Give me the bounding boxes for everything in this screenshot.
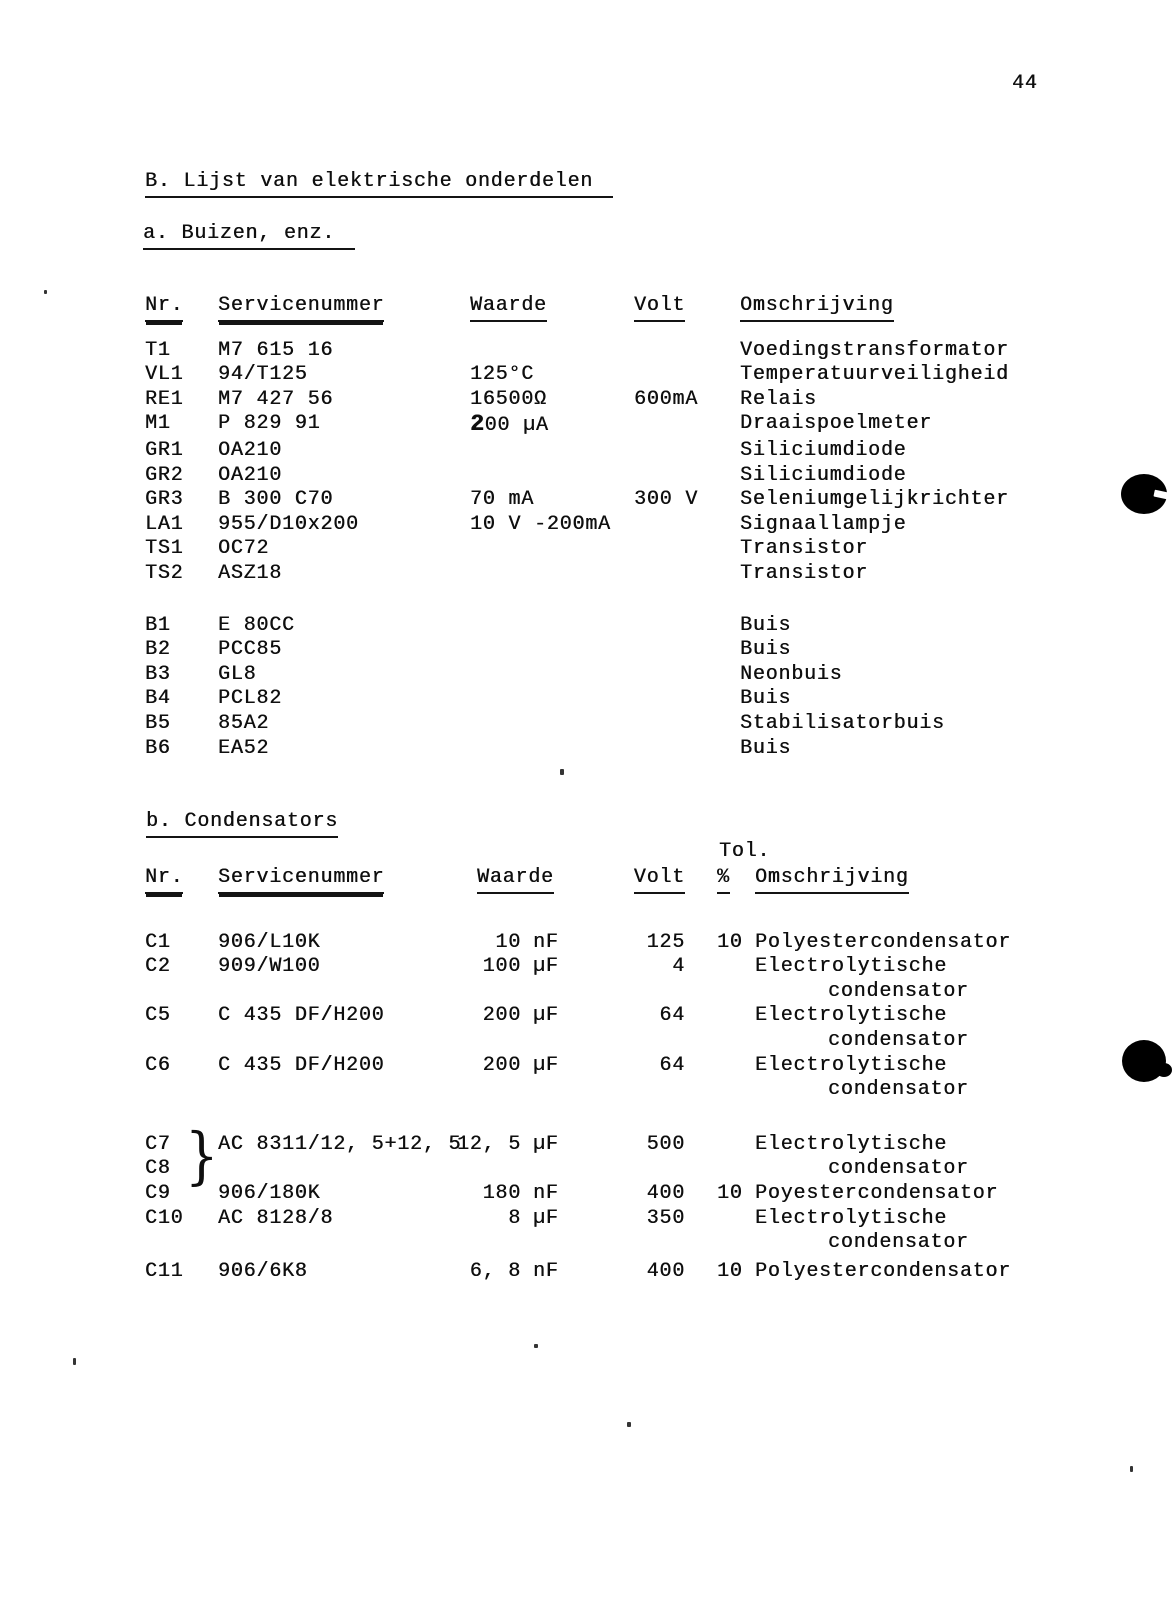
cell-tolerance: 10 (717, 930, 743, 954)
table-row (145, 363, 1125, 388)
waarde-unit: µF (533, 1206, 559, 1230)
waarde-number: 200 (482, 1053, 521, 1077)
cell-servicenummer: 909/W100 (218, 955, 321, 979)
cell-servicenummer: EA52 (218, 736, 270, 760)
cell-servicenummer: AC 8128/8 (218, 1206, 334, 1230)
cell-nr (145, 955, 218, 1004)
grouping-brace: } (184, 1118, 219, 1192)
cell-servicenummer: 94/T125 (218, 363, 308, 387)
cell-servicenummer: 955/D10x200 (218, 512, 359, 536)
cell-tolerance (685, 1207, 745, 1256)
cell-waarde (463, 1004, 603, 1053)
cell-volt: 64 (659, 1053, 685, 1077)
cell-volt (634, 537, 740, 562)
column-header (685, 866, 745, 891)
cell-waarde (470, 363, 634, 388)
cell-nr: LA1 (145, 512, 184, 536)
cell-omschrijving (745, 1133, 1155, 1182)
nr-line: C6 (145, 1053, 171, 1077)
corrected-digit: 2 (470, 411, 485, 438)
cell-tolerance: 10 (717, 1181, 743, 1205)
cell-omschrijving: Transistor (740, 537, 869, 561)
table-row (145, 339, 1125, 364)
omschrijving-line: Electrolytische (755, 1053, 948, 1077)
waarde-unit: nF (533, 1259, 559, 1283)
cell-servicenummer: PCC85 (218, 638, 283, 662)
table-row (145, 1004, 1155, 1053)
cell-volt (634, 614, 740, 639)
cell-volt: 400 (646, 1259, 685, 1283)
cell-waarde (463, 1182, 603, 1207)
table-row (145, 412, 1125, 439)
cell-nr: VL1 (145, 363, 184, 387)
cell-servicenummer: 906/6K8 (218, 1259, 308, 1283)
waarde-unit: µF (533, 955, 559, 979)
cell-servicenummer: 906/180K (218, 1181, 321, 1205)
cell-servicenummer: E 80CC (218, 613, 295, 637)
cell-servicenummer: OC72 (218, 537, 270, 561)
cell-omschrijving: Siliciumdiode (740, 463, 907, 487)
cell-nr: GR1 (145, 438, 184, 462)
cell-tolerance: 10 (717, 1259, 743, 1283)
cell-omschrijving: Buis (740, 638, 792, 662)
column-header (463, 866, 603, 891)
nr-line: C1 (145, 930, 171, 954)
column-header-label: Waarde (477, 866, 554, 894)
hole-mark-notch (1153, 490, 1168, 500)
ink-speck (627, 1422, 631, 1427)
table-row (145, 931, 1155, 956)
cell-servicenummer: ASZ18 (218, 561, 283, 585)
cell-volt: 4 (672, 955, 685, 979)
cell-waarde (456, 1132, 603, 1182)
ink-speck (534, 1344, 538, 1348)
cell-omschrijving: Siliciumdiode (740, 438, 907, 462)
column-header (740, 294, 1125, 319)
cell-nr: B1 (145, 613, 171, 637)
cell-nr: B5 (145, 711, 171, 735)
cell-nr: B4 (145, 687, 171, 711)
ink-speck (1130, 1466, 1133, 1472)
omschrijving-line: Electrolytische (755, 1004, 948, 1028)
section-b-heading-text: b. Condensators (146, 810, 338, 838)
omschrijving-line: condensator (828, 1028, 969, 1052)
column-header-label: Volt (634, 866, 685, 894)
column-header-label: Omschrijving (755, 866, 909, 894)
cell-waarde (470, 687, 634, 712)
table-row-group (145, 339, 1125, 587)
cell-omschrijving: Transistor (740, 561, 869, 585)
cell-servicenummer: 85A2 (218, 711, 270, 735)
nr-line: C8 (145, 1157, 171, 1181)
cell-servicenummer: M7 427 56 (218, 387, 334, 411)
table-row (145, 663, 1125, 688)
ink-speck (73, 1358, 76, 1365)
cell-nr: GR3 (145, 488, 184, 512)
nr-line: C10 (145, 1206, 184, 1230)
column-header-label: Omschrijving (740, 294, 894, 322)
waarde-text: 00 µA (484, 414, 549, 438)
cell-waarde (470, 638, 634, 663)
waarde-number: 6, 8 (469, 1259, 521, 1283)
column-header (145, 294, 218, 319)
omschrijving-line: Polyestercondensator (755, 930, 1012, 954)
cell-nr: B6 (145, 736, 171, 760)
waarde-number: 200 (482, 1004, 521, 1028)
buizen-table (145, 294, 1125, 761)
cell-volt (634, 712, 740, 737)
cell-omschrijving (745, 1207, 1155, 1256)
ink-speck (560, 769, 564, 775)
cell-nr (145, 931, 218, 956)
cell-waarde (463, 955, 603, 1004)
cell-omschrijving: Voedingstransformator (740, 338, 1009, 362)
cell-omschrijving: Buis (740, 736, 792, 760)
cell-volt (634, 562, 740, 587)
table-row (145, 439, 1125, 464)
cell-waarde (470, 712, 634, 737)
table-row (145, 1260, 1155, 1285)
waarde-unit: nF (533, 1181, 559, 1205)
cell-tolerance (685, 1054, 745, 1103)
cell-omschrijving: Seleniumgelijkrichter (740, 488, 1009, 512)
cell-servicenummer: AC 8311/12, 5+12, 5 (218, 1132, 462, 1156)
cell-tolerance (685, 1133, 745, 1182)
cell-waarde (470, 537, 634, 562)
cell-omschrijving: Buis (740, 613, 792, 637)
table-row (145, 955, 1155, 1004)
tolerance-column-caption: Tol. (719, 840, 771, 863)
cell-servicenummer: C 435 DF/H200 (218, 1053, 385, 1077)
table-row (145, 1118, 1155, 1192)
cell-servicenummer: PCL82 (218, 687, 283, 711)
cell-waarde (470, 464, 634, 489)
cell-tolerance (685, 1004, 745, 1053)
cell-waarde (470, 412, 634, 439)
cell-nr: T1 (145, 338, 171, 362)
column-header-label: Servicenummer (218, 294, 384, 322)
cell-waarde (470, 614, 634, 639)
omschrijving-line: Electrolytische (755, 1132, 948, 1156)
cell-servicenummer: OA210 (218, 463, 283, 487)
cell-volt: 500 (646, 1132, 685, 1156)
cell-omschrijving: Stabilisatorbuis (740, 711, 945, 735)
cell-omschrijving: Neonbuis (740, 662, 843, 686)
waarde-text: 16500Ω (470, 387, 547, 411)
omschrijving-line: condensator (828, 1078, 969, 1102)
cell-volt (634, 737, 740, 762)
cell-nr: B2 (145, 638, 171, 662)
waarde-number: 12, 5 (456, 1132, 521, 1156)
table-row-group (145, 614, 1125, 762)
column-header-label: Volt (634, 294, 685, 322)
cell-tolerance (685, 955, 745, 1004)
cell-nr (145, 1054, 218, 1103)
omschrijving-line: Poyestercondensator (755, 1181, 999, 1205)
omschrijving-line: condensator (828, 979, 969, 1003)
waarde-unit: nF (533, 930, 559, 954)
cell-nr (145, 1260, 218, 1285)
waarde-number: 100 (482, 955, 521, 979)
cell-nr: M1 (145, 412, 171, 436)
cell-servicenummer: OA210 (218, 438, 283, 462)
cell-volt: 64 (659, 1004, 685, 1028)
table-row (145, 1207, 1155, 1256)
cell-waarde (470, 488, 634, 513)
omschrijving-line: condensator (828, 1157, 969, 1181)
cell-nr (145, 1182, 218, 1207)
cell-volt (634, 687, 740, 712)
cell-volt (634, 663, 740, 688)
column-header (218, 294, 470, 319)
waarde-text: 70 mA (470, 488, 535, 512)
cell-omschrijving: Buis (740, 687, 792, 711)
cell-omschrijving: Temperatuurveiligheid (740, 363, 1009, 387)
cell-waarde (470, 663, 634, 688)
nr-line: C11 (145, 1259, 184, 1283)
waarde-number: 8 (508, 1206, 521, 1230)
cell-volt (634, 638, 740, 663)
waarde-unit: µF (533, 1053, 559, 1077)
cell-nr (145, 1118, 219, 1192)
cell-volt: 350 (646, 1206, 685, 1230)
cell-volt (634, 439, 740, 464)
cell-servicenummer: C 435 DF/H200 (218, 1004, 385, 1028)
cell-volt: 300 V (634, 488, 699, 512)
table-row (145, 638, 1125, 663)
section-a-heading (143, 222, 355, 247)
table-b-header-row (145, 866, 1155, 891)
cell-nr: TS1 (145, 537, 184, 561)
cell-waarde (463, 1207, 603, 1256)
cell-volt (634, 363, 740, 388)
cell-servicenummer: M7 615 16 (218, 338, 334, 362)
nr-line: C9 (145, 1181, 171, 1205)
column-header (634, 294, 740, 319)
cell-volt: 400 (646, 1181, 685, 1205)
table-a-header-row (145, 294, 1125, 319)
binder-hole-mark (1121, 474, 1167, 514)
cell-omschrijving (745, 1182, 1155, 1207)
cell-omschrijving: Relais (740, 387, 817, 411)
cell-waarde (470, 513, 634, 538)
waarde-unit: µF (533, 1132, 559, 1156)
table-row (145, 388, 1125, 413)
column-header (745, 866, 1155, 891)
waarde-text: 10 V -200mA (470, 512, 611, 536)
condensators-table (145, 866, 1155, 1284)
binder-hole-mark (1122, 1040, 1166, 1082)
cell-waarde (463, 931, 603, 956)
cell-waarde (470, 737, 634, 762)
cell-nr: TS2 (145, 561, 184, 585)
cell-volt: 600mA (634, 387, 699, 411)
cell-nr: GR2 (145, 463, 184, 487)
cell-waarde (463, 1054, 603, 1103)
hole-mark-bump (1156, 1063, 1172, 1077)
cell-nr: RE1 (145, 387, 184, 411)
cell-servicenummer: 906/L10K (218, 930, 321, 954)
table-row (145, 687, 1125, 712)
cell-volt: 125 (646, 930, 685, 954)
column-header-label: Servicenummer (218, 866, 384, 894)
table-row (145, 537, 1125, 562)
waarde-text: 125°C (470, 363, 535, 387)
cell-nr (145, 1207, 218, 1256)
table-row (145, 488, 1125, 513)
cell-servicenummer: B 300 C70 (218, 488, 334, 512)
waarde-unit: µF (533, 1004, 559, 1028)
cell-servicenummer: P 829 91 (218, 412, 321, 436)
cell-volt (634, 513, 740, 538)
cell-volt (634, 412, 740, 439)
column-header-label: Nr. (145, 866, 183, 894)
cell-waarde (470, 562, 634, 587)
column-header (470, 294, 634, 319)
cell-omschrijving: Draaispoelmeter (740, 412, 933, 436)
table-row (145, 614, 1125, 639)
column-header (603, 866, 685, 891)
table-row (145, 513, 1125, 538)
table-row (145, 464, 1125, 489)
table-row (145, 1054, 1155, 1103)
nr-line: C2 (145, 955, 171, 979)
document-title (145, 170, 613, 195)
section-a-heading-text: a. Buizen, enz. (143, 222, 355, 250)
cell-waarde (470, 439, 634, 464)
document-title-text: B. Lijst van elektrische onderdelen (145, 170, 613, 198)
section-b-heading (146, 810, 338, 835)
cell-nr: B3 (145, 662, 171, 686)
cell-servicenummer: GL8 (218, 662, 257, 686)
column-header (145, 866, 218, 891)
column-header (218, 866, 463, 891)
cell-omschrijving: Signaallampje (740, 512, 907, 536)
cell-waarde (470, 339, 634, 364)
column-header-label: % (717, 866, 730, 894)
cell-omschrijving (745, 1054, 1155, 1103)
cell-omschrijving (745, 1260, 1155, 1285)
omschrijving-line: condensator (828, 1231, 969, 1255)
cell-omschrijving (745, 1004, 1155, 1053)
table-row (145, 1182, 1155, 1207)
cell-volt (634, 339, 740, 364)
cell-omschrijving (745, 955, 1155, 1004)
omschrijving-line: Polyestercondensator (755, 1259, 1012, 1283)
omschrijving-line: Electrolytische (755, 1206, 948, 1230)
table-row (145, 562, 1125, 587)
ink-speck (44, 290, 47, 294)
waarde-number: 10 (495, 930, 521, 954)
cell-volt (634, 464, 740, 489)
nr-line: C7 (145, 1132, 171, 1156)
nr-line: C5 (145, 1004, 171, 1028)
column-header-label: Nr. (145, 294, 183, 322)
omschrijving-line: Electrolytische (755, 955, 948, 979)
page-number: 44 (1012, 72, 1038, 95)
cell-waarde (470, 388, 634, 413)
table-row (145, 712, 1125, 737)
table-row (145, 737, 1125, 762)
cell-waarde (463, 1260, 603, 1285)
cell-omschrijving (745, 931, 1155, 956)
cell-nr (145, 1004, 218, 1053)
waarde-number: 180 (482, 1181, 521, 1205)
column-header-label: Waarde (470, 294, 547, 322)
